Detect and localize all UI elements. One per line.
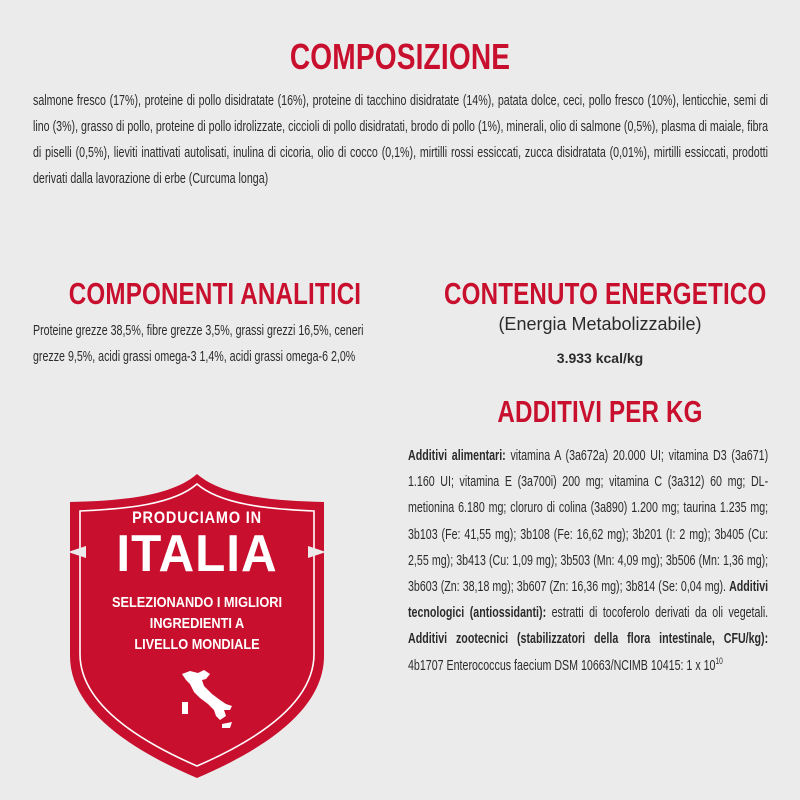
badge-tagline-1: SELEZIONANDO I MIGLIORI: [111, 594, 282, 611]
additivi-text: [408, 443, 768, 679]
badge-line1: PRODUCIAMO IN: [132, 508, 262, 527]
additivi-title: ADDITIVI PER KG: [497, 394, 703, 429]
badge-italia: ITALIA: [116, 525, 278, 583]
composizione-text: salmone fresco (17%), proteine di pollo disidratate (16%), proteine di tacchino disidratate (14%), patata dolce, ceci, pollo fresco (10%), lenticchie, semi di lino (3%), grasso di pollo, proteine di pollo idrolizzate, ciccioli di pollo disidratati, brodo di pollo (1%), minerali, olio di salmone (0,5%), plasma di maiale, fibra di piselli (0,5%), lieviti inattivati autolisati, inulina di cicoria, olio di cocco (0,1%), mirtilli rossi essiccati, zucca disidratata (0,01%), mirtilli essiccati, prodotti derivati dalla lavorazione di erbe (Curcuma longa): [33, 93, 768, 187]
badge-tagline-3: LIVELLO MONDIALE: [134, 636, 260, 653]
componenti-analitici-title: COMPONENTI ANALITICI: [68, 276, 362, 311]
componenti-analitici-text: Proteine grezze 38,5%, fibre grezze 3,5%, grassi grezzi 16,5%, ceneri grezze 9,5%, acidi grassi omega-3 1,4%, acidi grassi omega-6 2,0%: [33, 323, 364, 365]
made-in-italy-badge: [62, 466, 332, 786]
contenuto-energetico-title: CONTENUTO ENERGETICO: [444, 276, 767, 311]
composizione-title: COMPOSIZIONE: [289, 36, 511, 77]
additivi-alimentari-text: vitamina A (3a672a) 20.000 UI; vitamina D3 (3a671) 1.160 UI; vitamina E (3a700i) 200 mg; vitamina C (3a312) 60 mg; DL-metionina 6.180 mg; cloruro di colina (3a890) 1.200 mg; taurina 1.235 mg; 3b103 (Fe: 41,55 mg); 3b108 (Fe: 16,62 mg); 3b201 (I: 2 mg); 3b405 (Cu: 2,55 mg); 3b413 (Cu: 1,09 mg); 3b503 (Mn: 4,09 mg); 3b506 (Mn: 1,36 mg); 3b603 (Zn: 38,18 mg); 3b607 (Zn: 16,36 mg); 3b814 (Se: 0,04 mg).: [408, 448, 769, 596]
energia-metabolizzabile-subtitle: (Energia Metabolizzabile): [498, 314, 702, 334]
additivi-tecnologici-label: Additivi tecnologici (antiossidanti):: [408, 579, 769, 622]
exponent: 10: [715, 655, 723, 666]
energy-value: 3.933 kcal/kg: [556, 350, 644, 366]
additivi-tecnologici-text: estratti di tocoferolo derivati da oli vegetali.: [546, 605, 769, 622]
badge-tagline: [91, 592, 304, 655]
additivi-zootecnici-label: Additivi zootecnici (stabilizzatori della flora intestinale, CFU/kg):: [408, 631, 769, 648]
additivi-alimentari-label: Additivi alimentari:: [408, 448, 506, 464]
additivi-zootecnici-text: 4b1707 Enterococcus faecium DSM 10663/NCIMB 10415: 1 x 10: [408, 657, 716, 674]
badge-tagline-2: INGREDIENTI A: [149, 615, 245, 632]
